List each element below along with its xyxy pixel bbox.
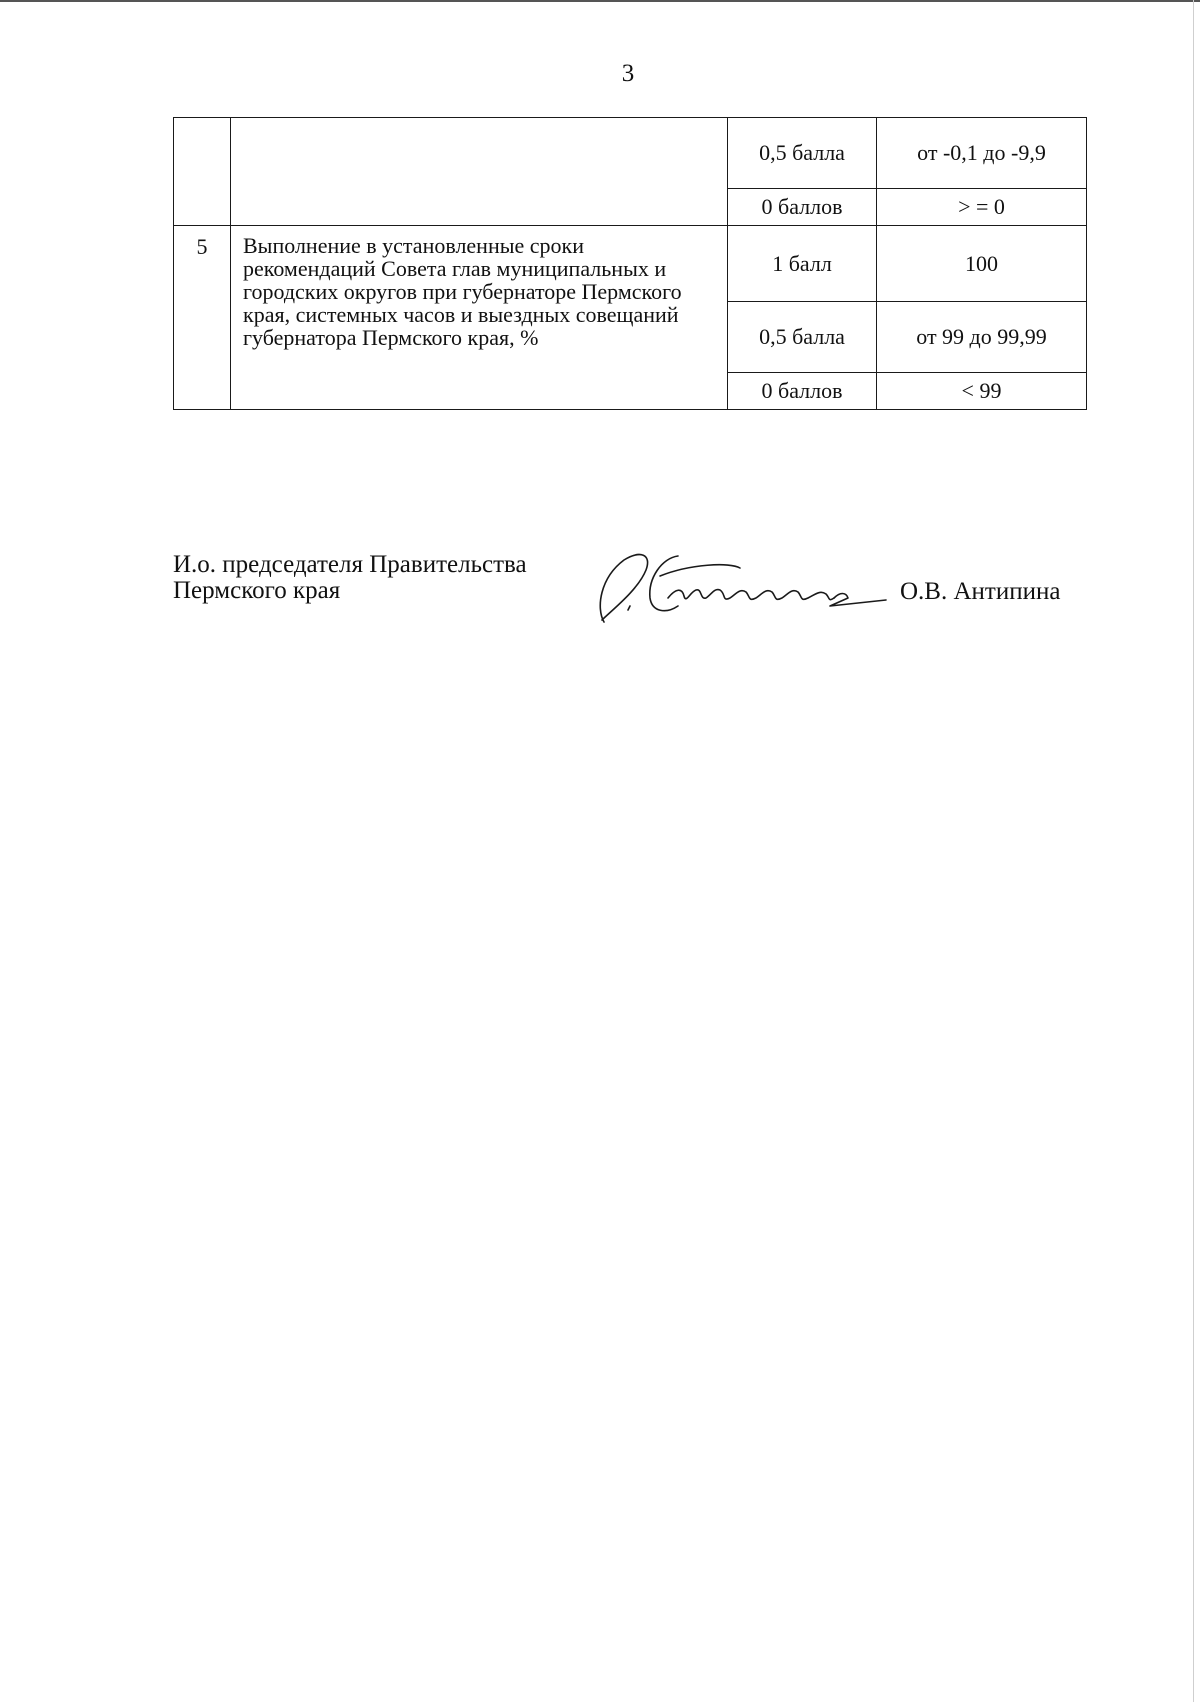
criterion-cell: Выполнение в установленные сроки рекомендаций Совета глав муниципальных и городских округов при губернаторе Пермского края, системных часов и выездных совещаний губернатора Пермского края, % (231, 226, 728, 410)
score-cell: 0 баллов (728, 189, 877, 226)
signatory-title-line: И.о. председателя Правительства (173, 551, 527, 578)
scan-top-border (0, 0, 1200, 2)
row-number-cell: 5 (174, 226, 231, 410)
signatory-title (173, 552, 527, 604)
table-row (174, 226, 1087, 302)
score-cell: 1 балл (728, 226, 877, 302)
score-cell: 0 баллов (728, 373, 877, 410)
range-cell: 100 (877, 226, 1087, 302)
score-cell: 0,5 балла (728, 118, 877, 189)
handwritten-signature (590, 548, 920, 628)
table-row (174, 118, 1087, 189)
signatory-title-line: Пермского края (173, 577, 341, 604)
criterion-cell (231, 118, 728, 226)
row-number-cell (174, 118, 231, 226)
range-cell: < 99 (877, 373, 1087, 410)
page-number: 3 (621, 60, 635, 87)
range-cell: от 99 до 99,99 (877, 302, 1087, 373)
scan-right-edge (1193, 0, 1194, 1702)
criteria-table (173, 117, 1087, 410)
score-cell: 0,5 балла (728, 302, 877, 373)
range-cell: > = 0 (877, 189, 1087, 226)
range-cell: от -0,1 до -9,9 (877, 118, 1087, 189)
signatory-name: О.В. Антипина (900, 578, 1061, 605)
